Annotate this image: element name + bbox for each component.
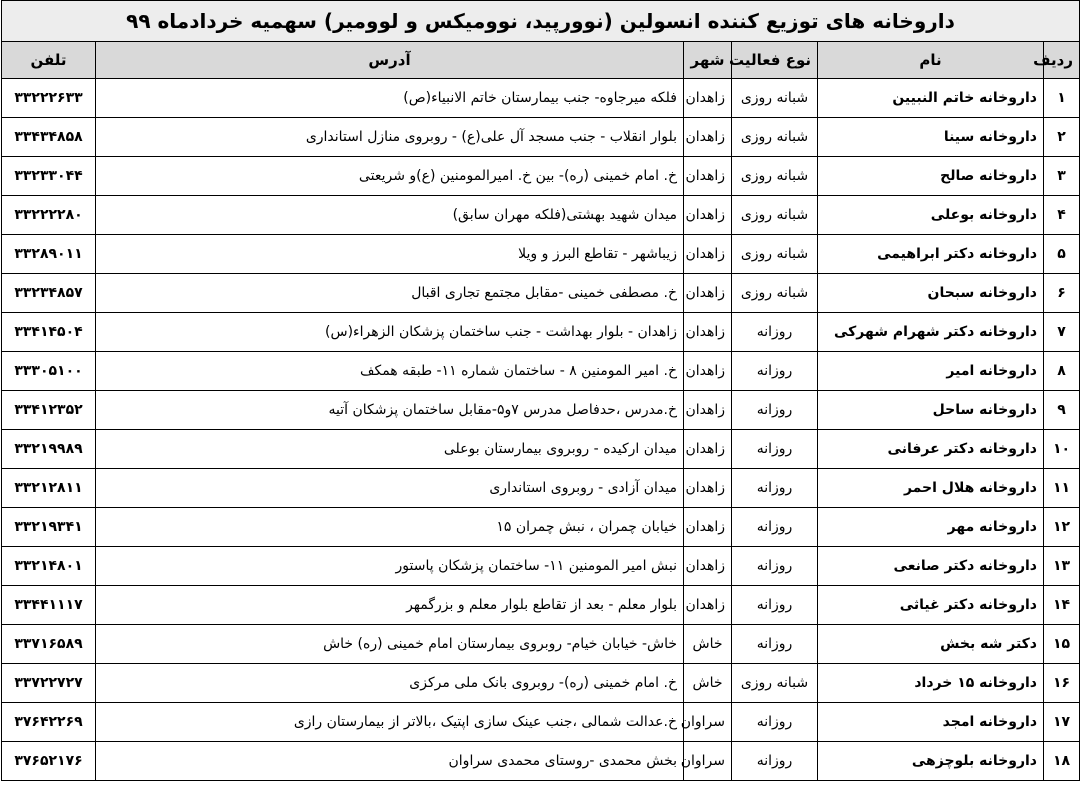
- table-row: [2, 79, 1080, 118]
- row-number: ۱۳: [1044, 547, 1080, 586]
- activity-type: روزانه: [732, 391, 818, 430]
- row-number: ۲: [1044, 118, 1080, 157]
- address: خاش- خیابان خیام- روبروی بیمارستان امام خمینی (ره) خاش: [96, 625, 684, 664]
- activity-type: روزانه: [732, 586, 818, 625]
- address: میدان ارکیده - روبروی بیمارستان بوعلی: [96, 430, 684, 469]
- pharmacy-name: داروخانه بلوچزهی: [818, 742, 1044, 781]
- activity-type: روزانه: [732, 742, 818, 781]
- activity-type: روزانه: [732, 703, 818, 742]
- table-row: [2, 196, 1080, 235]
- table-row: [2, 664, 1080, 703]
- address: بخش محمدی -روستای محمدی سراوان: [96, 742, 684, 781]
- row-number: ۱۱: [1044, 469, 1080, 508]
- activity-type: روزانه: [732, 352, 818, 391]
- address: بلوار معلم - بعد از تقاطع بلوار معلم و بزرگمهر: [96, 586, 684, 625]
- phone-number: ۳۷۶۴۲۲۶۹: [2, 703, 96, 742]
- activity-type: روزانه: [732, 625, 818, 664]
- city: زاهدان: [684, 508, 732, 547]
- header-city: شهر: [684, 42, 732, 79]
- pharmacy-name: داروخانه هلال احمر: [818, 469, 1044, 508]
- pharmacy-name: داروخانه دکتر غیاثی: [818, 586, 1044, 625]
- phone-number: ۳۳۲۱۹۹۸۹: [2, 430, 96, 469]
- row-number: ۱۴: [1044, 586, 1080, 625]
- pharmacy-name: داروخانه بوعلی: [818, 196, 1044, 235]
- address: خیابان چمران ، نبش چمران ۱۵: [96, 508, 684, 547]
- table-row: [2, 508, 1080, 547]
- address: خ. امیر المومنین ۸ - ساختمان شماره ۱۱- طبقه همکف: [96, 352, 684, 391]
- row-number: ۶: [1044, 274, 1080, 313]
- phone-number: ۳۳۴۳۴۸۵۸: [2, 118, 96, 157]
- phone-number: ۳۳۴۱۴۵۰۴: [2, 313, 96, 352]
- pharmacy-name: داروخانه امیر: [818, 352, 1044, 391]
- table-row: [2, 235, 1080, 274]
- table-row: [2, 118, 1080, 157]
- pharmacy-name: داروخانه دکتر ابراهیمی: [818, 235, 1044, 274]
- activity-type: شبانه روزی: [732, 118, 818, 157]
- address: خ. مصطفی خمینی -مقابل مجتمع تجاری اقبال: [96, 274, 684, 313]
- activity-type: روزانه: [732, 430, 818, 469]
- activity-type: شبانه روزی: [732, 157, 818, 196]
- title-row: [2, 1, 1080, 42]
- address: نبش امیر المومنین ۱۱- ساختمان پزشکان پاستور: [96, 547, 684, 586]
- activity-type: شبانه روزی: [732, 274, 818, 313]
- row-number: ۵: [1044, 235, 1080, 274]
- activity-type: شبانه روزی: [732, 664, 818, 703]
- phone-number: ۳۳۴۱۲۳۵۲: [2, 391, 96, 430]
- table-row: [2, 274, 1080, 313]
- table-row: [2, 742, 1080, 781]
- table-row: [2, 313, 1080, 352]
- activity-type: شبانه روزی: [732, 79, 818, 118]
- pharmacy-name: داروخانه مهر: [818, 508, 1044, 547]
- city: سراوان: [684, 742, 732, 781]
- pharmacy-name: داروخانه خاتم النبیین: [818, 79, 1044, 118]
- city: زاهدان: [684, 235, 732, 274]
- address: خ.مدرس ،حدفاصل مدرس ۷و۵-مقابل ساختمان پزشکان آتیه: [96, 391, 684, 430]
- phone-number: ۳۳۲۲۲۲۸۰: [2, 196, 96, 235]
- address: خ. امام خمینی (ره)- روبروی بانک ملی مرکزی: [96, 664, 684, 703]
- pharmacy-name: دکتر شه بخش: [818, 625, 1044, 664]
- table-row: [2, 157, 1080, 196]
- pharmacy-name: داروخانه صالح: [818, 157, 1044, 196]
- pharmacy-name: داروخانه سبحان: [818, 274, 1044, 313]
- address: زاهدان - بلوار بهداشت - جنب ساختمان پزشکان الزهراء(س): [96, 313, 684, 352]
- row-number: ۱۷: [1044, 703, 1080, 742]
- row-number: ۹: [1044, 391, 1080, 430]
- city: زاهدان: [684, 547, 732, 586]
- header-phone: تلفن: [2, 42, 96, 79]
- table-row: [2, 352, 1080, 391]
- city: زاهدان: [684, 469, 732, 508]
- phone-number: ۳۳۷۱۶۵۸۹: [2, 625, 96, 664]
- header-address: آدرس: [96, 42, 684, 79]
- phone-number: ۳۳۲۸۹۰۱۱: [2, 235, 96, 274]
- city: خاش: [684, 664, 732, 703]
- activity-type: شبانه روزی: [732, 196, 818, 235]
- row-number: ۱۵: [1044, 625, 1080, 664]
- row-number: ۴: [1044, 196, 1080, 235]
- city: زاهدان: [684, 430, 732, 469]
- pharmacy-name: داروخانه دکتر عرفانی: [818, 430, 1044, 469]
- table-row: [2, 703, 1080, 742]
- table-row: [2, 469, 1080, 508]
- pharmacy-name: داروخانه امجد: [818, 703, 1044, 742]
- table-row: [2, 430, 1080, 469]
- pharmacy-name: داروخانه دکتر شهرام شهرکی: [818, 313, 1044, 352]
- row-number: ۸: [1044, 352, 1080, 391]
- phone-number: ۳۳۲۳۳۰۴۴: [2, 157, 96, 196]
- activity-type: روزانه: [732, 469, 818, 508]
- phone-number: ۳۳۴۴۱۱۱۷: [2, 586, 96, 625]
- phone-number: ۳۳۷۲۲۷۲۷: [2, 664, 96, 703]
- header-num: ردیف: [1044, 42, 1080, 79]
- phone-number: ۳۳۲۲۲۶۳۳: [2, 79, 96, 118]
- pharmacy-name: داروخانه دکتر صانعی: [818, 547, 1044, 586]
- row-number: ۱: [1044, 79, 1080, 118]
- table-row: [2, 547, 1080, 586]
- table-row: [2, 391, 1080, 430]
- table-row: [2, 625, 1080, 664]
- row-number: ۱۲: [1044, 508, 1080, 547]
- city: زاهدان: [684, 313, 732, 352]
- city: زاهدان: [684, 157, 732, 196]
- address: خ. امام خمینی (ره)- بین خ. امیرالمومنین (ع)و شریعتی: [96, 157, 684, 196]
- phone-number: ۳۳۲۱۴۸۰۱: [2, 547, 96, 586]
- row-number: ۷: [1044, 313, 1080, 352]
- phone-number: ۳۳۲۱۹۳۴۱: [2, 508, 96, 547]
- phone-number: ۳۷۶۵۲۱۷۶: [2, 742, 96, 781]
- table-row: [2, 586, 1080, 625]
- row-number: ۳: [1044, 157, 1080, 196]
- phone-number: ۳۳۳۰۵۱۰۰: [2, 352, 96, 391]
- activity-type: روزانه: [732, 547, 818, 586]
- city: خاش: [684, 625, 732, 664]
- address: بلوار انقلاب - جنب مسجد آل علی(ع) - روبروی منازل استانداری: [96, 118, 684, 157]
- address: میدان آزادی - روبروی استانداری: [96, 469, 684, 508]
- activity-type: روزانه: [732, 313, 818, 352]
- header-type: نوع فعالیت: [732, 42, 818, 79]
- phone-number: ۳۳۲۳۴۸۵۷: [2, 274, 96, 313]
- city: زاهدان: [684, 352, 732, 391]
- address: خ.عدالت شمالی ،جنب عینک سازی اپتیک ،بالاتر از بیمارستان رازی: [96, 703, 684, 742]
- header-row: [2, 42, 1080, 79]
- pharmacy-name: داروخانه سینا: [818, 118, 1044, 157]
- activity-type: شبانه روزی: [732, 235, 818, 274]
- pharmacy-table: [1, 0, 1080, 781]
- row-number: ۱۰: [1044, 430, 1080, 469]
- pharmacy-name: داروخانه ۱۵ خرداد: [818, 664, 1044, 703]
- activity-type: روزانه: [732, 508, 818, 547]
- city: سراوان: [684, 703, 732, 742]
- city: زاهدان: [684, 79, 732, 118]
- phone-number: ۳۳۲۱۲۸۱۱: [2, 469, 96, 508]
- header-name: نام: [818, 42, 1044, 79]
- city: زاهدان: [684, 391, 732, 430]
- city: زاهدان: [684, 274, 732, 313]
- city: زاهدان: [684, 196, 732, 235]
- city: زاهدان: [684, 118, 732, 157]
- city: زاهدان: [684, 586, 732, 625]
- address: فلکه میرجاوه- جنب بیمارستان خاتم الانبیاء(ص): [96, 79, 684, 118]
- page-title: داروخانه های توزیع کننده انسولین (نوورپید، نوومیکس و لوومیر) سهمیه خردادماه ۹۹: [2, 1, 1080, 42]
- address: زیباشهر - تقاطع البرز و ویلا: [96, 235, 684, 274]
- address: میدان شهید بهشتی(فلکه مهران سابق): [96, 196, 684, 235]
- row-number: ۱۶: [1044, 664, 1080, 703]
- row-number: ۱۸: [1044, 742, 1080, 781]
- pharmacy-name: داروخانه ساحل: [818, 391, 1044, 430]
